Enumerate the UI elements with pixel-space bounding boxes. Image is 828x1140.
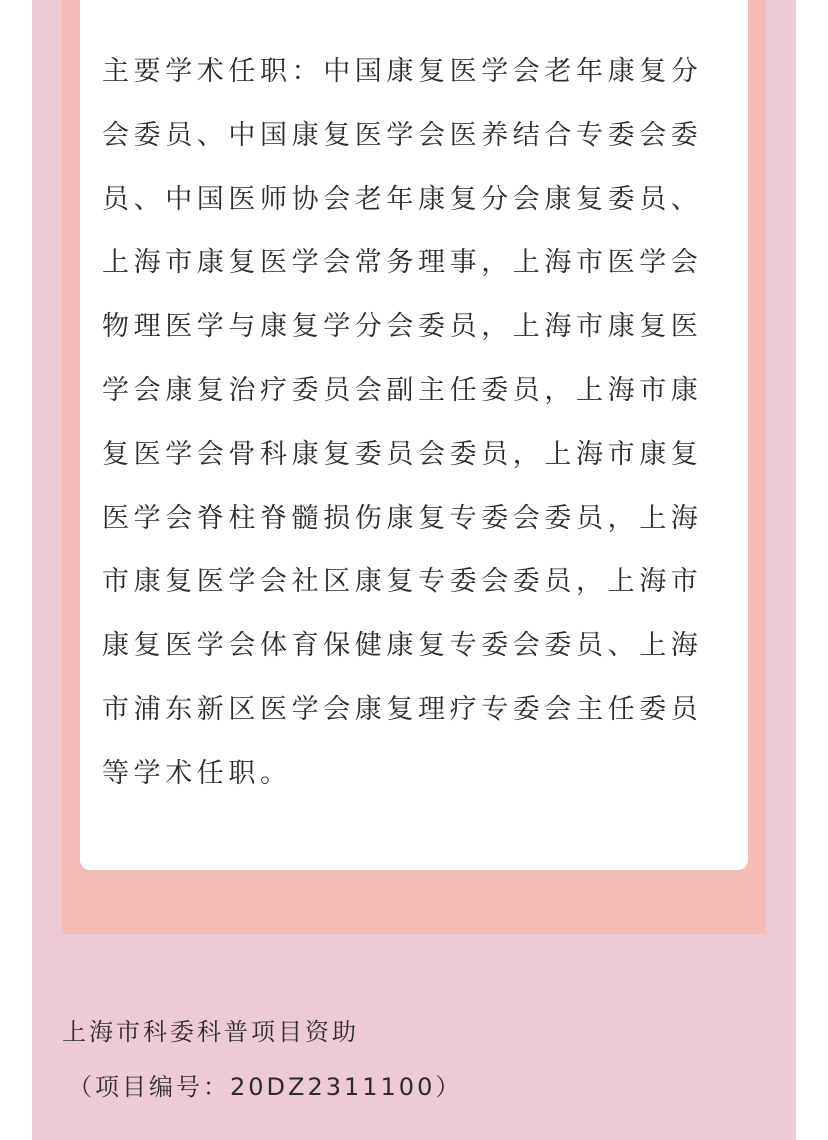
project-number: （项目编号：20DZ2311100） bbox=[68, 1073, 463, 1101]
academic-positions-text: 主要学术任职：中国康复医学会老年康复分会委员、中国康复医学会医养结合专委会委员、中国医师协会老年康复分会康复委员、上海市康复医学会常务理事，上海市医学会物理医学与康复学分会委员，上海市康复医学会康复治疗委员会副主任委员，上海市康复医学会骨科康复委员会委员，上海市康复医学会脊柱脊髓损伤康复专委会委员，上海市康复医学会社区康复专委会委员，上海市康复医学会体育保健康复专委会委员、上海市浦东新区医学会康复理疗专委会主任委员等学术任职。 bbox=[102, 56, 703, 789]
bio-card bbox=[80, 0, 748, 870]
funding-notice bbox=[62, 1005, 762, 1115]
funding-sponsor: 上海市科委科普项目资助 bbox=[62, 1018, 359, 1046]
